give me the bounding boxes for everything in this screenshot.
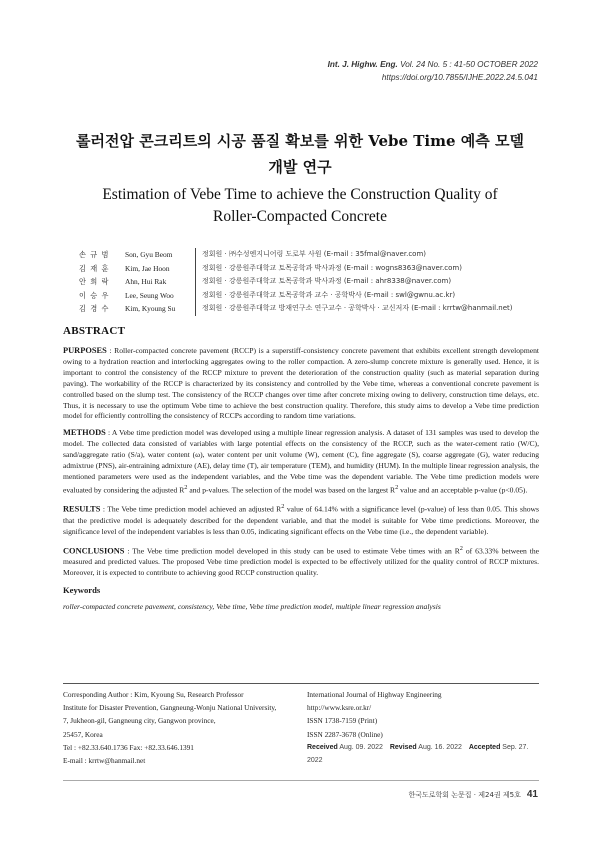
- author-affiliation: 정회원 · 강릉원주대학교 방재연구소 연구교수 · 공학박사 · 교신저자 (E-mail : krrtw@hanmail.net): [202, 304, 513, 312]
- accepted-date: Sep. 27. 2022: [307, 743, 529, 765]
- journal-header: [328, 58, 538, 84]
- abstract-body: [63, 346, 539, 619]
- received-label: Received: [307, 743, 338, 751]
- author-row: [79, 262, 539, 276]
- author-english-name: Lee, Seung Woo: [125, 290, 174, 300]
- author-row: [79, 275, 539, 289]
- author-divider: [195, 262, 196, 276]
- methods-label: METHODS: [63, 428, 106, 438]
- author-row: [79, 248, 539, 262]
- results-label: RESULTS: [63, 504, 101, 514]
- section-divider: [63, 683, 539, 684]
- issn-print: ISSN 1738-7159 (Print): [307, 716, 378, 726]
- page-number: 41: [526, 789, 538, 800]
- revised-label: Revised: [389, 743, 417, 751]
- author-korean-name: 김 재 훈: [79, 263, 110, 273]
- author-korean-name: 이 승 우: [79, 290, 110, 300]
- keywords-label: Keywords: [63, 584, 101, 595]
- korean-title-line2: 개발 연구: [268, 158, 332, 176]
- author-row: [79, 302, 539, 316]
- footer-journal-text: 한국도로학회 논문집 · 제24권 제5호: [408, 791, 521, 799]
- doi-link[interactable]: https://doi.org/10.7855/IJHE.2022.24.5.041: [381, 73, 538, 82]
- corr-email: E-mail : krrtw@hanmail.net: [63, 756, 146, 766]
- purposes-paragraph: [63, 346, 539, 422]
- author-affiliation: 정회원 · 강릉원주대학교 토목공학과 교수 · 공학박사 (E-mail : swl@gwnu.ac.kr): [202, 290, 456, 299]
- author-divider: [195, 289, 196, 303]
- results-text-2: value of 64.14% with a significance level (p-value) of less than 0.05. This shows that the predictive model is adequately described for the dependent variable, and that the model is suitable for Vebe time predictions. Moreover, the significance level of the independent variables is less than 0.05, indicating significant effects on the Vebe time (i.e., the dependent variable).: [63, 504, 539, 536]
- issn-online: ISSN 2287-3678 (Online): [307, 729, 383, 739]
- corr-line: Tel : +82.33.640.1736 Fax: +82.33.646.1391: [63, 742, 194, 752]
- corr-line: Institute for Disaster Prevention, Gangneung-Wonju National University,: [63, 703, 277, 713]
- results-paragraph: [63, 502, 539, 537]
- author-divider: [195, 248, 196, 262]
- volume-issue: Vol. 24 No. 5 : 41-50 OCTOBER 2022: [400, 60, 538, 69]
- journal-info-block: [307, 688, 543, 767]
- author-list: [79, 248, 539, 316]
- footer-divider: [63, 780, 539, 781]
- corresponding-author-block: [63, 688, 301, 767]
- author-english-name: Son, Gyu Beom: [125, 250, 173, 259]
- author-divider: [195, 275, 196, 289]
- keywords-text: roller-compacted concrete pavement, consistency, Vebe time, Vebe time prediction model, multiple linear regression analysis: [63, 601, 441, 611]
- page-footer: [408, 789, 538, 800]
- journal-name: International Journal of Highway Engineering: [307, 690, 442, 699]
- abstract-heading: ABSTRACT: [63, 325, 126, 337]
- author-row: [79, 289, 539, 303]
- conclusions-text: : The Vebe time prediction model developed in this study can be used to estimate Vebe times with an R: [124, 546, 460, 556]
- manuscript-dates: [307, 741, 543, 767]
- korean-title: [60, 128, 540, 180]
- superscript: 2: [281, 503, 285, 511]
- english-title: [60, 184, 540, 228]
- conclusions-text-2: of 63.33% between the measured and predicted values. The proposed Vebe time prediction model is expected to be effectively utilized for the quality control of RCCP mixtures. Moreover, it is expected to contribute to achieving good RCCP construction quality.: [63, 546, 539, 577]
- conclusions-label: CONCLUSIONS: [63, 546, 125, 556]
- author-korean-name: 손 규 범: [79, 250, 110, 259]
- journal-abbrev: Int. J. Highw. Eng.: [327, 60, 398, 69]
- corr-line: Corresponding Author : Kim, Kyoung Su, Research Professor: [63, 690, 244, 699]
- received-date: Aug. 09. 2022: [339, 743, 383, 751]
- author-affiliation: 정회원 · 강릉원주대학교 토목공학과 박사과정 (E-mail : wogns8363@naver.com): [202, 263, 462, 272]
- superscript: 2: [395, 483, 399, 491]
- revised-date: Aug. 16. 2022: [418, 743, 462, 751]
- results-text: : The Vebe time prediction model achieved an adjusted R: [100, 504, 282, 514]
- superscript: 2: [184, 483, 188, 491]
- corr-line: 25457, Korea: [63, 729, 103, 739]
- author-english-name: Ahn, Hui Rak: [125, 277, 167, 286]
- methods-text-2: and p-values. The selection of the model was based on the largest R: [187, 485, 396, 495]
- author-affiliation: 정회원 · ㈜수성엔지니어링 도로부 사원 (E-mail : 35fmal@naver.com): [202, 250, 427, 258]
- superscript: 2: [459, 544, 463, 552]
- author-english-name: Kim, Kyoung Su: [125, 304, 176, 313]
- author-affiliation: 정회원 · 강릉원주대학교 토목공학과 박사과정 (E-mail : ahr8338@naver.com): [202, 277, 452, 285]
- english-title-line2: Roller-Compacted Concrete: [212, 208, 387, 225]
- methods-paragraph: [63, 428, 539, 496]
- author-korean-name: 안 희 락: [79, 277, 110, 286]
- methods-text-3: value and an acceptable p-value (p<0.05).: [398, 485, 528, 495]
- journal-url[interactable]: http://www.ksre.or.kr/: [307, 703, 372, 713]
- korean-title-line1: 롤러전압 콘크리트의 시공 품질 확보를 위한 Vebe Time 예측 모델: [76, 132, 524, 150]
- author-divider: [195, 302, 196, 316]
- english-title-line1: Estimation of Vebe Time to achieve the Construction Quality of: [102, 186, 498, 203]
- author-english-name: Kim, Jae Hoon: [125, 263, 170, 273]
- methods-text: : A Vebe time prediction model was developed using a multiple linear regression analysis. A dataset of 131 samples was used to develop the model. The collected data consisted of variables with large potential effects on the consistency of the RCCP, such as the water-cement ratio (W/C), sand/aggregate ratio (S/a), water content (ω), water content per unit volume (W), cement (C), fine aggregate (S), coarse aggregate (G), water reducing admixtrue (PNS), air-entraining admixture (AE), delay time (T), air temperature (TEM), and humidity (HUM). In the multiple linear regression analysis, the mentioned parameters were used as the independent variables, and the Vebe time was the dependent variable. The Vebe time prediction models were evaluated by considering the adjusted R: [63, 428, 539, 495]
- corr-line: 7, Jukheon-gil, Gangneung city, Gangwon province,: [63, 716, 216, 726]
- purposes-label: PURPOSES: [63, 346, 107, 355]
- purposes-text: : Roller-compacted concrete pavement (RCCP) is a superstiff-consistency concrete pavement that exhibits excellent strength development owing to a hydration reaction and interlocking aggregates owing to the roller compaction. A zero-slump concrete mixture is generally used. Hence, it is important to control the consistency of the RCCP mixture to prevent the deterioration of the construction quality (such as material separation during paving). The workability of the RCCP is characterized by its consistency and controlled by the Vebe time, whereas a conventional concrete pavement is controlled based on the slump test. The consistency of the RCCP changes over time after concrete mixing owing to delivery, construction time delays, etc. Thus, it is necessary to use the optimum Vebe time to achieve the best construction quality. Therefore, this study aims to develop a Vebe time prediction model for efficiently controlling the consistency of RCCPs according to random time variations.: [63, 346, 539, 421]
- conclusions-paragraph: [63, 544, 539, 579]
- accepted-label: Accepted: [468, 743, 501, 751]
- author-korean-name: 김 경 수: [79, 304, 110, 313]
